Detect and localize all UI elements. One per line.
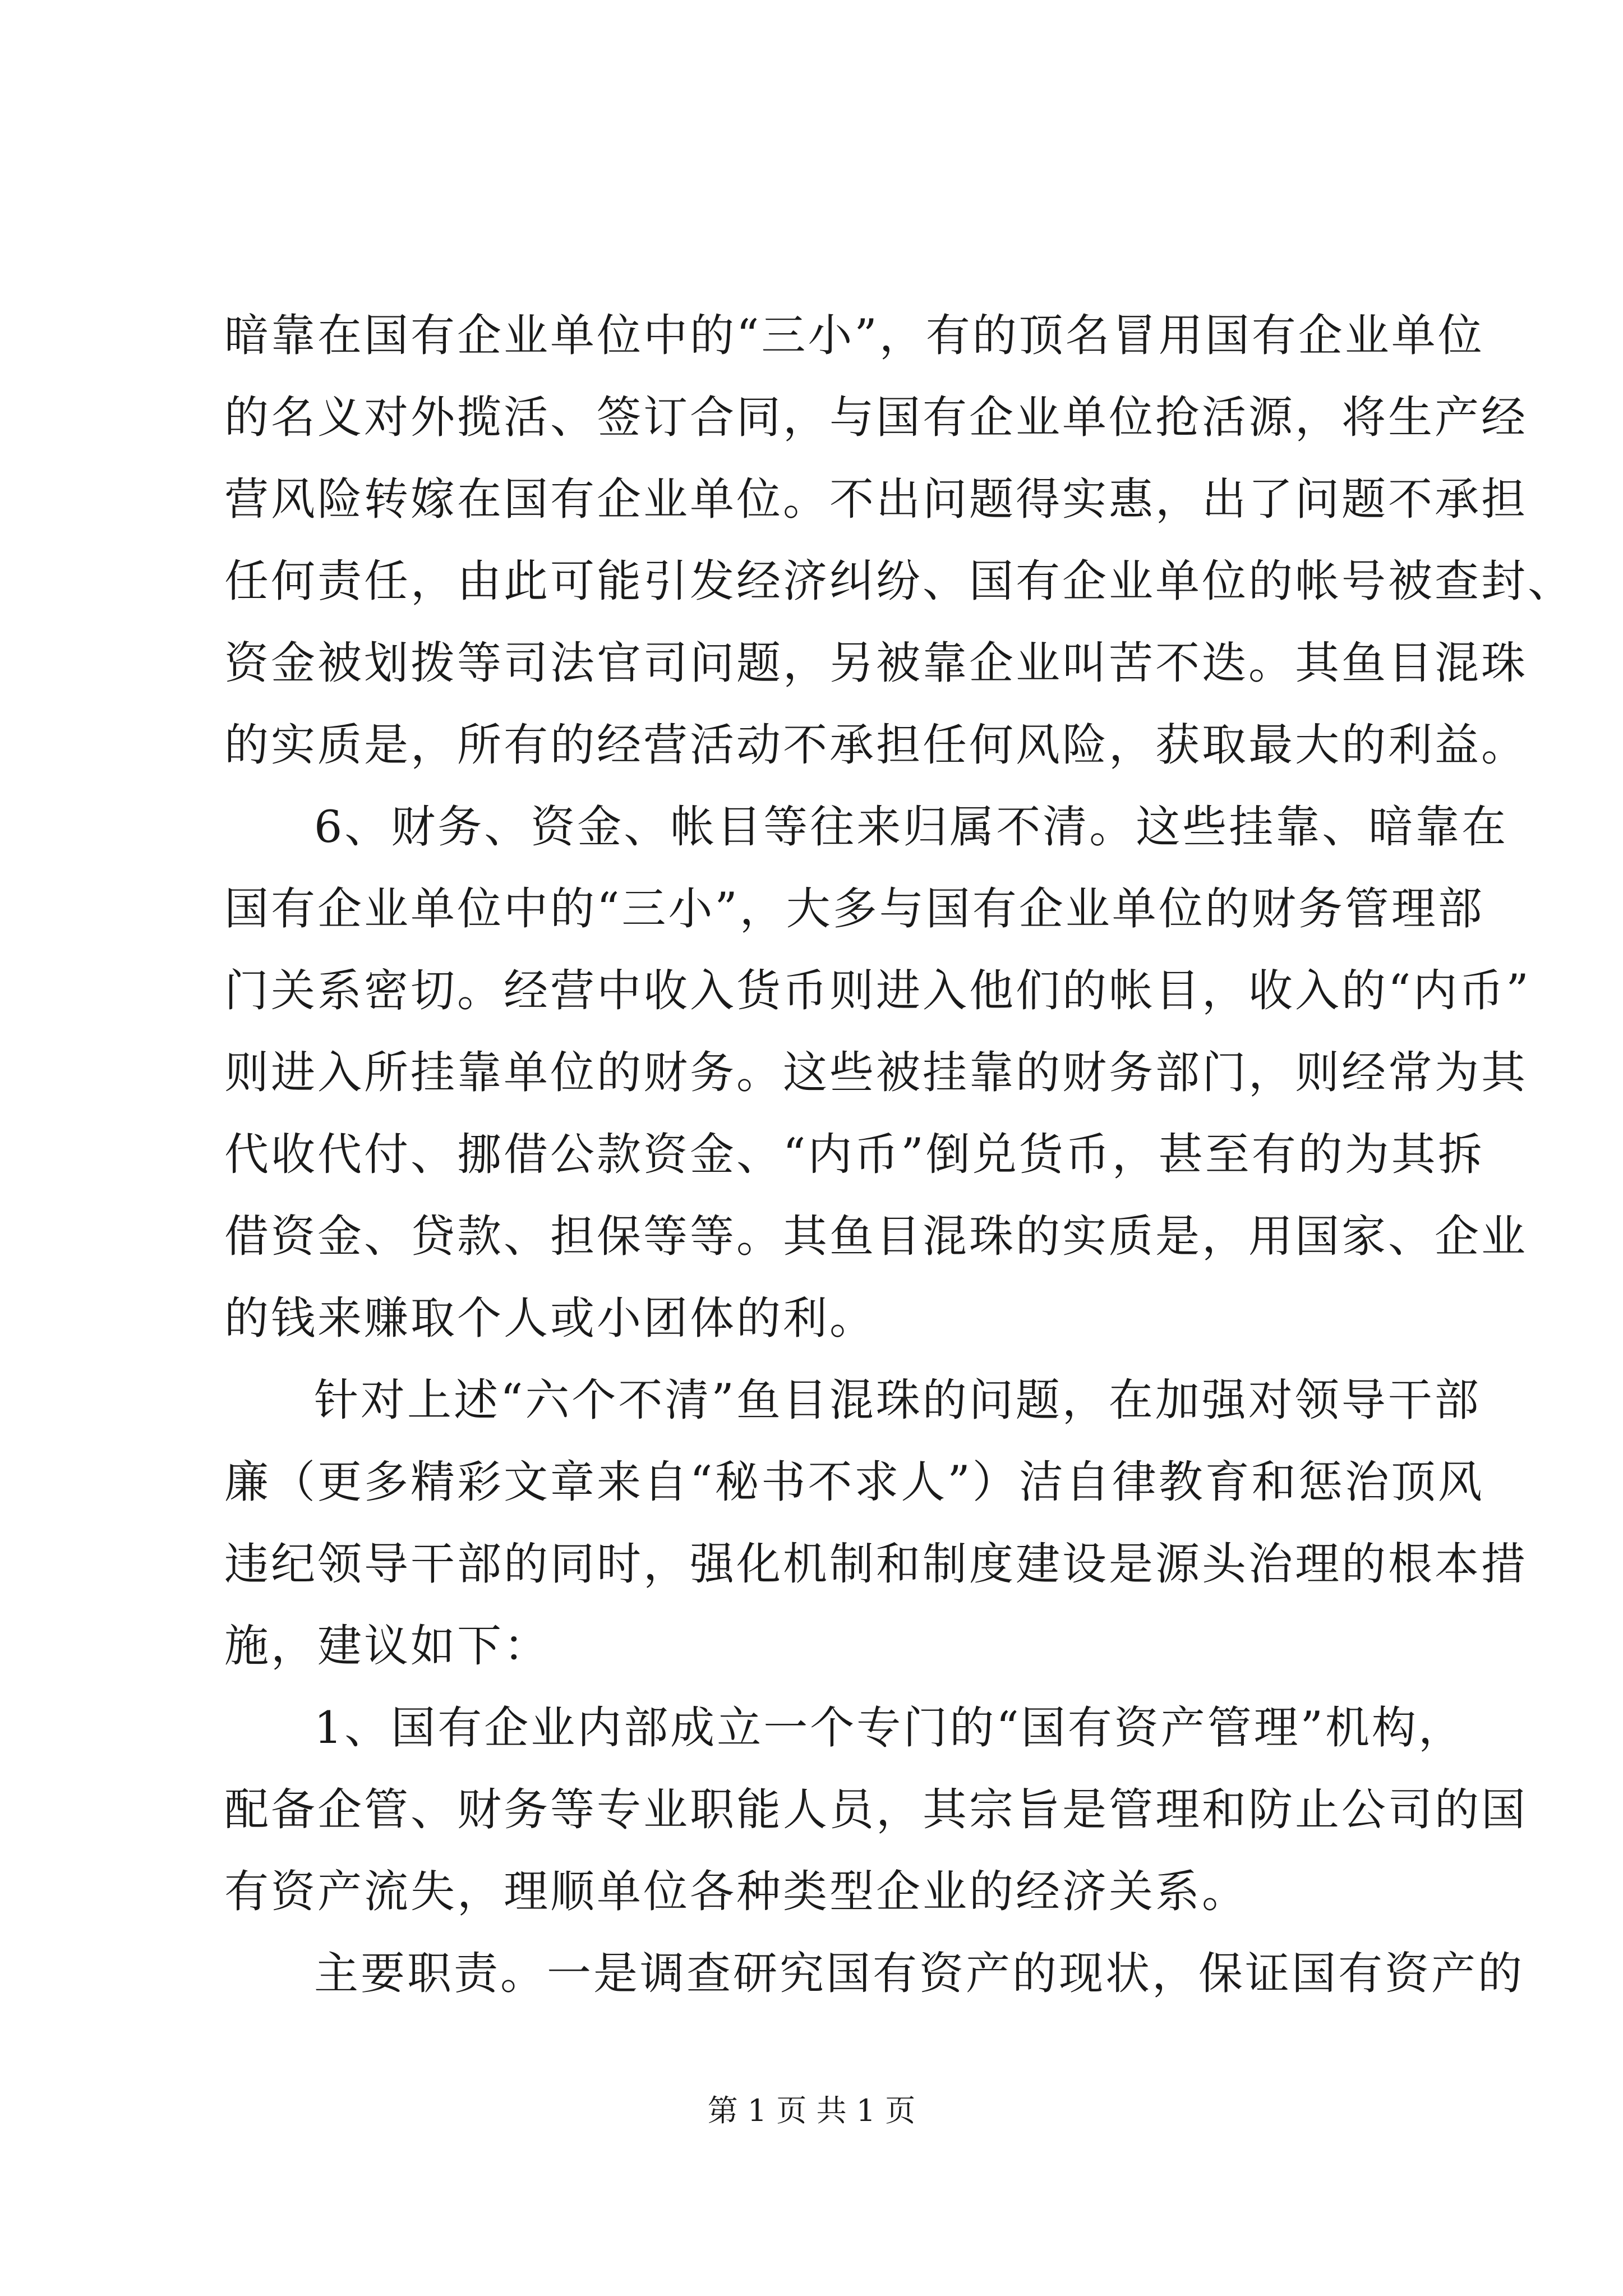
body-text-line: 国有企业单位中的“三小”，大多与国有企业单位的财务管理部 [224, 883, 1484, 935]
body-text-line: 营风险转嫁在国有企业单位。不出问题得实惠，出了问题不承担 [224, 473, 1528, 525]
body-text-line: 门关系密切。经营中收入货币则进入他们的帐目，收入的“内币” [224, 965, 1531, 1016]
body-text-line: 6、财务、资金、帐目等往来归属不清。这些挂靠、暗靠在 [314, 801, 1509, 853]
body-text-line: 借资金、贷款、担保等等。其鱼目混珠的实质是，用国家、企业 [224, 1211, 1528, 1262]
body-text-line: 暗靠在国有企业单位中的“三小”，有的顶名冒用国有企业单位 [224, 310, 1484, 361]
body-text-line: 的钱来赚取个人或小团体的利。 [224, 1292, 876, 1344]
body-text-line: 则进入所挂靠单位的财务。这些被挂靠的财务部门，则经常为其 [224, 1047, 1528, 1098]
body-text-line: 有资产流失，理顺单位各种类型企业的经济关系。 [224, 1866, 1248, 1917]
body-text-line: 资金被划拨等司法官司问题，另被靠企业叫苦不迭。其鱼目混珠 [224, 637, 1528, 689]
body-text-line: 针对上述“六个不清”鱼目混珠的问题，在加强对领导干部 [314, 1374, 1481, 1426]
body-text-line: 主要职责。一是调查研究国有资产的现状，保证国有资产的 [314, 1948, 1524, 1999]
body-text-line: 施，建议如下： [224, 1620, 550, 1672]
body-text-line: 的名义对外揽活、签订合同，与国有企业单位抢活源，将生产经 [224, 392, 1528, 443]
body-text-line: 违纪领导干部的同时，强化机制和制度建设是源头治理的根本措 [224, 1538, 1528, 1590]
page-footer: 第 1 页 共 1 页 [707, 2093, 916, 2128]
body-text-line: 代收代付、挪借公款资金、“内币”倒兑货币，甚至有的为其拆 [224, 1129, 1484, 1180]
body-text-line: 廉（更多精彩文章来自“秘书不求人”）洁自律教育和惩治顶风 [224, 1456, 1484, 1508]
body-text-line: 任何责任，由此可能引发经济纠纷、国有企业单位的帐号被查封、 [224, 555, 1574, 607]
body-text-line: 配备企管、财务等专业职能人员，其宗旨是管理和防止公司的国 [224, 1784, 1528, 1835]
body-text-line: 1、国有企业内部成立一个专门的“国有资产管理”机构， [314, 1702, 1465, 1754]
body-text-line: 的实质是，所有的经营活动不承担任何风险，获取最大的利益。 [224, 719, 1528, 771]
